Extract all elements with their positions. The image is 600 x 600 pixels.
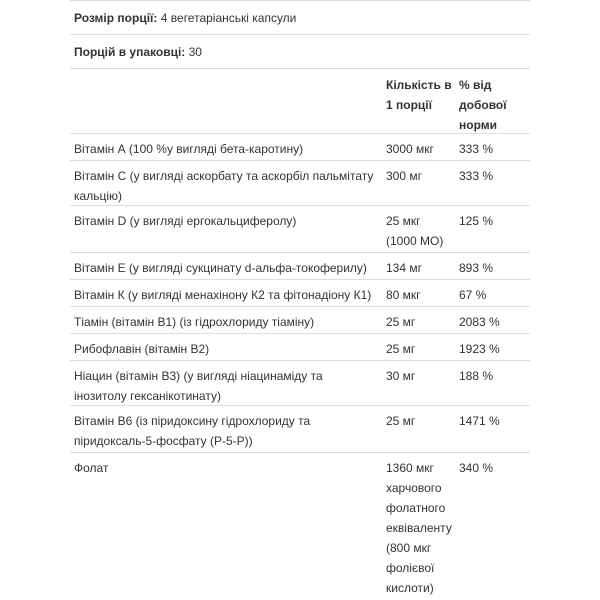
nutrient-amount <box>386 366 456 386</box>
amount-per-serving-header <box>386 75 466 115</box>
serving-size-label: Розмір порції: <box>74 11 158 25</box>
nutrient-name <box>74 285 378 305</box>
nutrient-name-line: Вітамін Е (у вигляді сукцинату d-альфа-токоферилу) <box>74 261 367 275</box>
table-row <box>70 307 530 334</box>
nutrient-daily-value: 2083 % <box>459 315 500 329</box>
nutrient-daily-value: 67 % <box>459 288 487 302</box>
nutrient-daily-value: 333 % <box>459 142 494 156</box>
nutrient-amount <box>386 211 456 251</box>
nutrient-amount-line: (800 мкг <box>386 541 432 555</box>
nutrient-name-line: Вітамін С (у вигляді аскорбату та аскорбіл пальмітату <box>74 169 374 183</box>
supplement-facts-table <box>70 0 530 600</box>
nutrient-amount <box>386 312 456 332</box>
table-row <box>70 406 530 453</box>
nutrient-name <box>74 411 378 451</box>
table-row <box>70 206 530 253</box>
nutrient-amount-line: 25 мг <box>386 414 416 428</box>
nutrient-name-line: кальцію) <box>74 189 122 203</box>
nutrient-name <box>74 211 378 231</box>
nutrient-name-line: Рибофлавін (вітамін В2) <box>74 342 210 356</box>
nutrient-name <box>74 312 378 332</box>
nutrient-daily-value: 1471 % <box>459 414 500 428</box>
table-row <box>70 334 530 361</box>
column-header-row <box>70 69 530 134</box>
nutrient-name-line: піридоксаль-5-фосфату (Р-5-Р)) <box>74 434 253 448</box>
daily-value-header-line: добової <box>459 98 507 112</box>
daily-value-header-line: норми <box>459 118 498 132</box>
nutrient-name-line: Фолат <box>74 461 109 475</box>
nutrient-amount <box>386 339 456 359</box>
nutrient-daily-value: 893 % <box>459 261 494 275</box>
nutrient-amount <box>386 285 456 305</box>
table-row <box>70 361 530 406</box>
nutrient-name-line: Вітамін D (у вигляді ергокальциферолу) <box>74 214 297 228</box>
nutrient-name-line: Тіамін (вітамін В1) (із гідрохлориду тіаміну) <box>74 315 315 329</box>
nutrient-amount <box>386 166 456 186</box>
nutrient-amount-line: 3000 мкг <box>386 142 434 156</box>
nutrient-name <box>74 139 378 159</box>
nutrient-amount-line: 1360 мкг <box>386 461 434 475</box>
servings-per-container-value: 30 <box>188 45 202 59</box>
nutrient-daily-value: 1923 % <box>459 342 500 356</box>
amount-header-line: 1 порції <box>386 98 433 112</box>
daily-value-header <box>459 75 527 135</box>
nutrient-name <box>74 339 378 359</box>
nutrient-rows <box>70 134 530 600</box>
nutrient-name <box>74 366 378 406</box>
nutrient-name-line: Вітамін А (100 %у вигляді бета-каротину) <box>74 142 304 156</box>
nutrient-amount <box>386 258 456 278</box>
nutrient-amount <box>386 411 456 431</box>
nutrient-daily-value: 333 % <box>459 169 494 183</box>
nutrient-daily-value: 125 % <box>459 214 494 228</box>
nutrient-amount-line: 30 мг <box>386 369 416 383</box>
nutrient-name-line: Вітамін В6 (із піридоксину гідрохлориду та <box>74 414 311 428</box>
serving-size-row <box>70 1 530 35</box>
nutrient-name <box>74 458 378 478</box>
daily-value-header-line: % від <box>459 78 492 92</box>
nutrient-amount-line: фолієвої <box>386 561 435 575</box>
nutrient-amount <box>386 458 456 598</box>
table-row <box>70 134 530 161</box>
nutrient-amount-line: 25 мг <box>386 315 416 329</box>
table-row <box>70 280 530 307</box>
amount-header-line: Кількість в <box>386 78 452 92</box>
nutrient-name-line: інозитолу гексанікотинату) <box>74 389 221 403</box>
nutrient-amount-line: 300 мг <box>386 169 422 183</box>
nutrient-amount-line: 80 мкг <box>386 288 421 302</box>
nutrient-amount-line: 25 мкг <box>386 214 421 228</box>
table-row <box>70 161 530 206</box>
serving-size-value: 4 вегетаріанські капсули <box>160 11 297 25</box>
nutrient-amount-line: еквіваленту <box>386 521 452 535</box>
nutrient-amount <box>386 139 456 159</box>
nutrient-amount-line: харчового <box>386 481 442 495</box>
table-row <box>70 253 530 280</box>
nutrient-name-line: Ніацин (вітамін В3) (у вигляді ніацинаміду та <box>74 369 323 383</box>
nutrient-name <box>74 166 378 206</box>
nutrient-amount-line: фолатного <box>386 501 446 515</box>
nutrient-amount-line: (1000 МО) <box>386 234 444 248</box>
nutrient-name-line: Вітамін К (у вигляді менахінону К2 та фітонадіону К1) <box>74 288 372 302</box>
nutrient-amount-line: 134 мг <box>386 261 422 275</box>
nutrient-amount-line: кислоти) <box>386 581 434 595</box>
nutrient-daily-value: 188 % <box>459 369 494 383</box>
servings-per-container-label: Порцій в упаковці: <box>74 45 186 59</box>
table-row <box>70 453 530 600</box>
nutrient-name <box>74 258 378 278</box>
nutrient-daily-value: 340 % <box>459 461 494 475</box>
servings-per-container-row <box>70 35 530 69</box>
nutrient-amount-line: 25 мг <box>386 342 416 356</box>
